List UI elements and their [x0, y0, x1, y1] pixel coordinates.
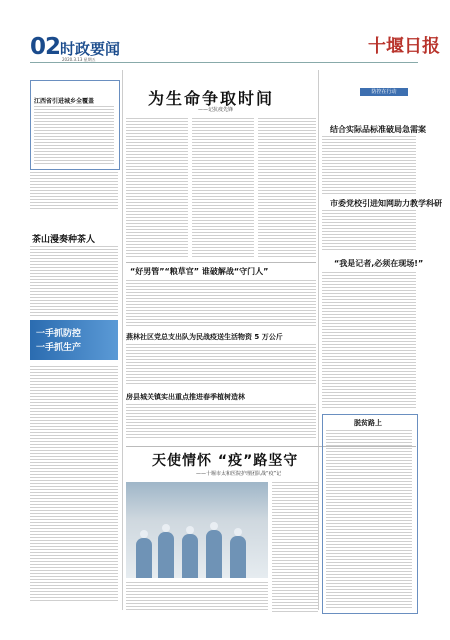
nurse-figure — [182, 534, 198, 578]
bottom-body-b — [272, 482, 318, 612]
right-body-1 — [322, 136, 416, 194]
masthead-rule — [30, 62, 418, 63]
left-top-body — [34, 106, 114, 164]
main-top-subhead: ——记抗疫先锋 — [198, 107, 234, 113]
right-tag: 防控在行动 — [360, 88, 408, 96]
tea-feature-title: 茶山漫奏种茶人 — [32, 235, 96, 245]
bottom-body-a — [126, 582, 268, 612]
right-headline-3: “我是记者,必须在现场!” — [334, 259, 424, 268]
left-banner — [30, 320, 118, 360]
mid-headline: “好男管”“粮草官” 谁破解战“守门人” — [130, 267, 269, 276]
nurses-photo — [126, 482, 268, 578]
right-headline-2: 市委党校引进知网助力教学科研 — [330, 199, 442, 208]
section-title: 时政要闻 — [60, 40, 121, 58]
center-headline: 燕林社区党总支出队为民战疫送生活物资 5 万公斤 — [126, 333, 283, 341]
col-divider-2 — [318, 70, 319, 610]
mid-body — [126, 280, 316, 326]
nurse-figure — [136, 538, 152, 578]
issue-date: 2020.3.13 星期五 — [62, 57, 96, 62]
right-body-2 — [322, 210, 416, 250]
mid-rule-1 — [126, 262, 316, 263]
right-lower-body — [326, 430, 412, 608]
main-top-body-a — [126, 118, 188, 258]
newspaper-logo: 十堰日报 — [368, 36, 440, 57]
left-body-2 — [30, 172, 118, 210]
main-top-body-c — [258, 118, 316, 258]
right-headline-1: 结合实际品标准破局急需案 — [330, 125, 426, 134]
bottom-headline: 天使情怀 “疫”路坚守 — [152, 453, 299, 469]
left-body-3 — [30, 366, 118, 602]
left-banner-line2: 一手抓生产 — [36, 343, 82, 353]
right-lower-title: 脱贫路上 — [354, 419, 382, 427]
nurse-figure — [158, 532, 174, 578]
main-top-headline: 为生命争取时间 — [148, 89, 275, 108]
lower-headline: 房县城关镇实出重点推进春季植树造林 — [126, 393, 245, 401]
page-number: 02 — [30, 34, 61, 60]
tea-feature-body — [30, 246, 118, 316]
nurse-figure — [206, 530, 222, 578]
nurse-figure — [230, 536, 246, 578]
center-body — [126, 344, 316, 384]
bottom-subhead: ——十堰市太和医院护理团队战“疫”记 — [196, 471, 282, 477]
left-top-headline: 江西省引进城乡全覆盖 — [34, 98, 95, 105]
col-divider-1 — [122, 70, 123, 610]
left-banner-line1: 一手抓防控 — [36, 329, 82, 339]
right-body-3 — [322, 272, 416, 410]
main-top-body-b — [192, 118, 254, 258]
lower-body — [126, 404, 316, 440]
